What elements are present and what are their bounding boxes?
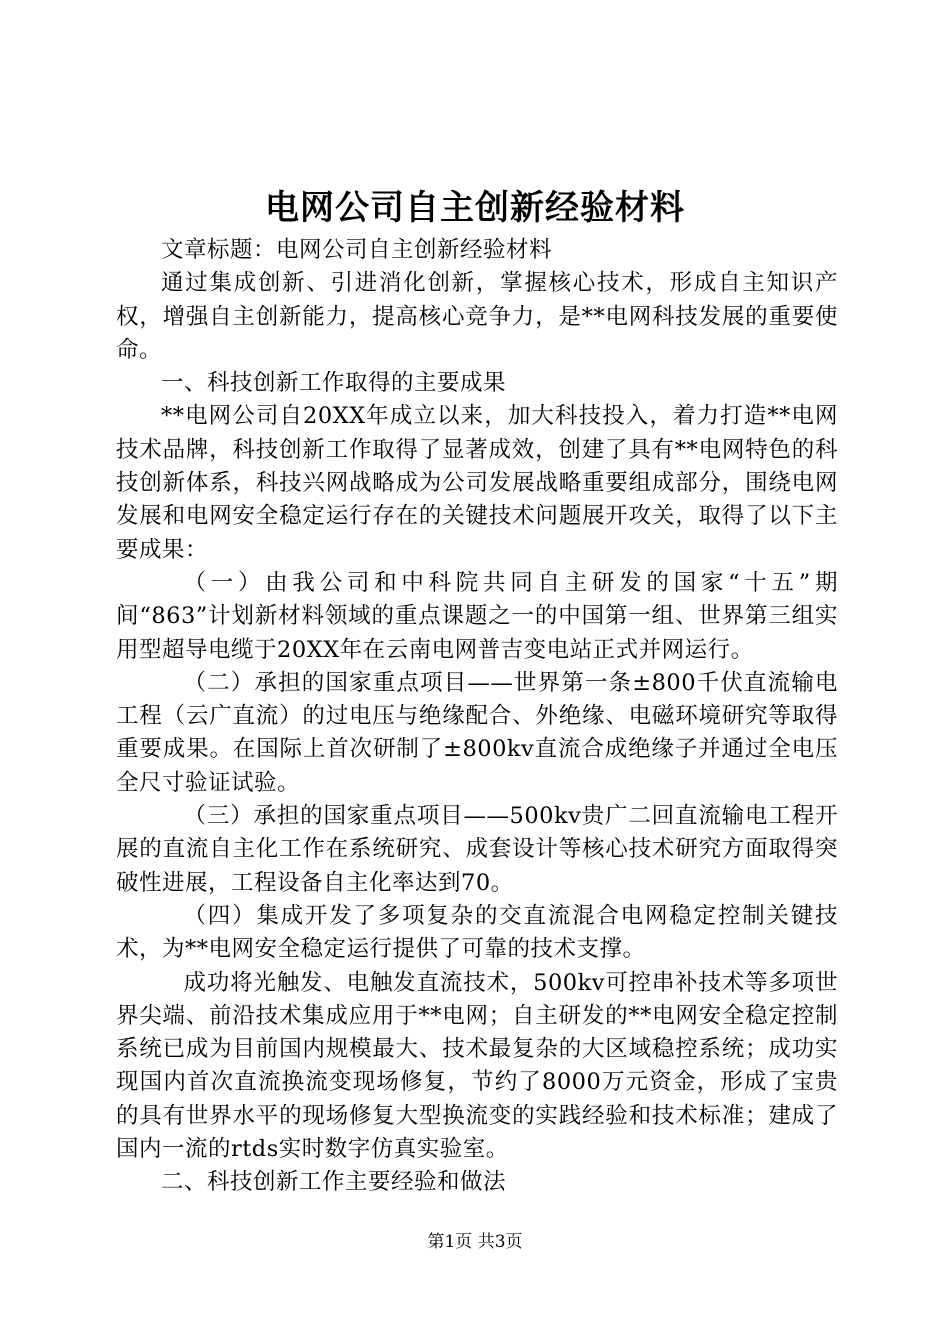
document-title: 电网公司自主创新经验材料 [265,188,685,228]
page-number-footer: 第1页 共3页 [427,1232,523,1252]
section-1-paragraph: **电网公司自20XX年成立以来，加大科技投入，着力打造**电网技术品牌，科技创新工作取得了显著成效，创建了具有**电网特色的科技创新体系，科技兴网战略成为公司发展战略重要组成部分，围绕电网发展和电网安全稳定运行存在的关键技术问题展开攻关，取得了以下主要成果： [116,403,838,563]
article-title-line: 文章标题：电网公司自主创新经验材料 [161,237,553,263]
achievement-item-4: （四）集成开发了多项复杂的交直流混合电网稳定控制关键技术，为**电网安全稳定运行提供了可靠的技术支撑。 [116,902,838,963]
section-heading-2: 二、科技创新工作主要经验和做法 [161,1169,507,1196]
achievement-item-3: （三）承担的国家重点项目——500kv贵广二回直流输电工程开展的直流自主化工作在系统研究、成套设计等核心技术研究方面取得突破性进展，工程设备自主化率达到70。 [116,803,838,896]
section-heading-1: 一、科技创新工作取得的主要成果 [161,370,507,397]
intro-paragraph: 通过集成创新、引进消化创新，掌握核心技术，形成自主知识产权，增强自主创新能力，提高核心竞争力，是**电网科技发展的重要使命。 [116,270,838,363]
document-body [116,234,838,1200]
achievement-summary-paragraph: 成功将光触发、电触发直流技术，500kv可控串补技术等多项世界尖端、前沿技术集成应用于**电网；自主研发的**电网安全稳定控制系统已成为目前国内规模最大、技术最复杂的大区域稳控系统；成功实现国内首次直流换流变现场修复，节约了8000万元资金，形成了宝贵的具有世界水平的现场修复大型换流变的实践经验和技术标准；建成了国内一流的rtds实时数字仿真实验室。 [116,969,838,1163]
achievement-item-1: （一）由我公司和中科院共同自主研发的国家“十五”期间“863”计划新材料领域的重点课题之一的中国第一组、世界第三组实用型超导电缆于20XX年在云南电网普吉变电站正式并网运行。 [116,569,838,663]
achievement-item-2: （二）承担的国家重点项目——世界第一条±800千伏直流输电工程（云广直流）的过电压与绝缘配合、外绝缘、电磁环境研究等取得重要成果。在国际上首次研制了±800kv直流合成绝缘子并通过全电压全尺寸验证试验。 [116,669,838,796]
